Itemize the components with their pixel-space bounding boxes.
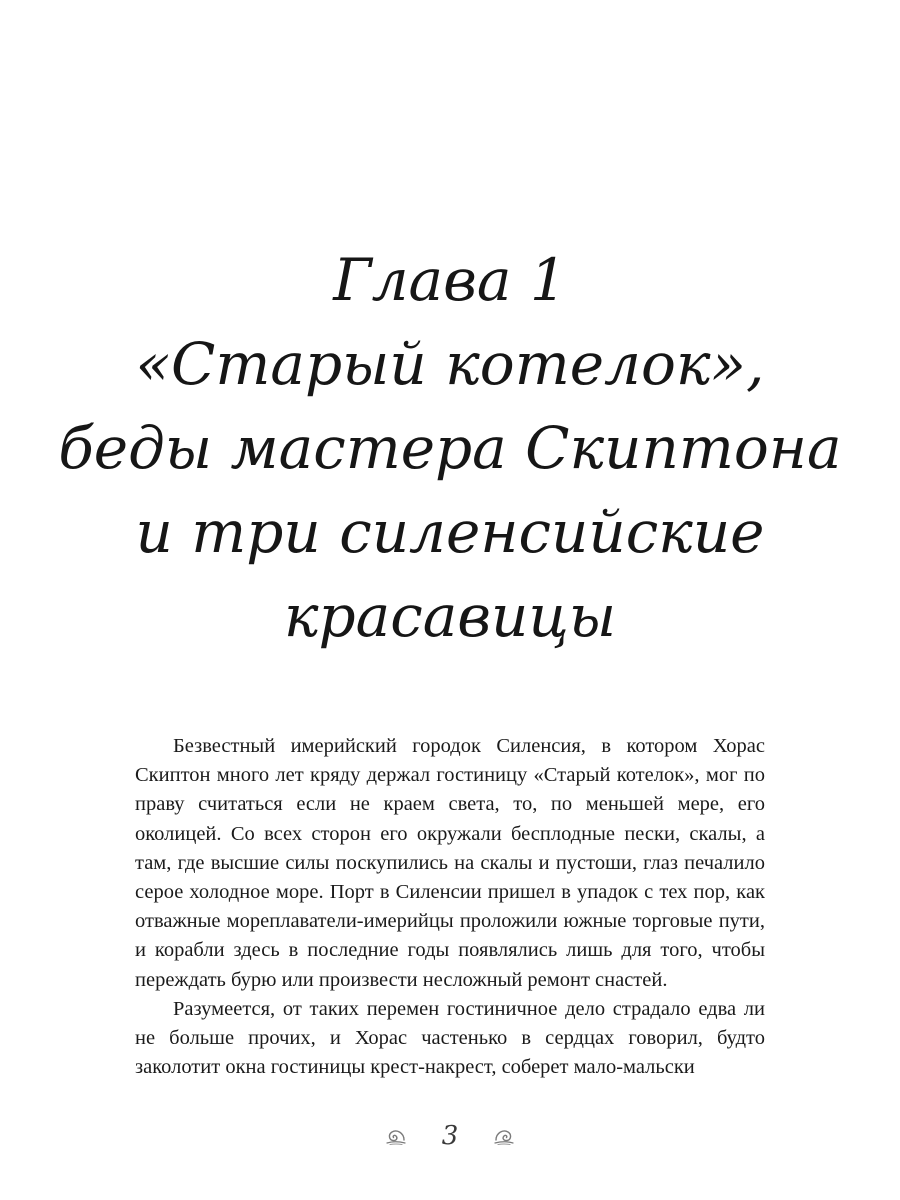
paragraph: Разумеется, от таких перемен гостиничное дело страдало едва ли не больше прочих, и Хорас частенько в сердцах говорил, будто заколотит окна гостиницы крест-накрест, соберет мало-мальски — [135, 997, 765, 1079]
chapter-title-line: Глава 1 — [333, 246, 567, 314]
page-footer — [0, 1116, 900, 1156]
chapter-title-line: беды мастера Скиптона — [58, 414, 842, 482]
swirl-ornament-icon — [492, 1124, 516, 1148]
page-number: 3 — [441, 1121, 459, 1151]
chapter-title-line: и три силенсийские — [135, 498, 765, 566]
paragraph: Безвестный имерийский городок Силенсия, в котором Хорас Скиптон много лет кряду держал гостиницу «Старый котелок», мог по праву считаться если не краем света, то, по меньшей мере, его околицей. Со всех сторон его окружали бесплодные пески, скалы, а там, где высшие силы поскупились на скалы и пустоши, глаз печалило серое холодное море. Порт в Силенсии пришел в упадок с тех пор, как отважные мореплаватели-имерийцы проложили южные торговые пути, и корабли здесь в последние годы появлялись лишь для того, чтобы переждать бурю или произвести несложный ремонт снастей. — [135, 735, 765, 991]
chapter-title — [0, 238, 900, 658]
chapter-body — [135, 732, 765, 1082]
swirl-ornament-icon — [384, 1124, 408, 1148]
chapter-title-line: красавицы — [283, 582, 617, 650]
chapter-title-line: «Старый котелок», — [135, 330, 765, 398]
